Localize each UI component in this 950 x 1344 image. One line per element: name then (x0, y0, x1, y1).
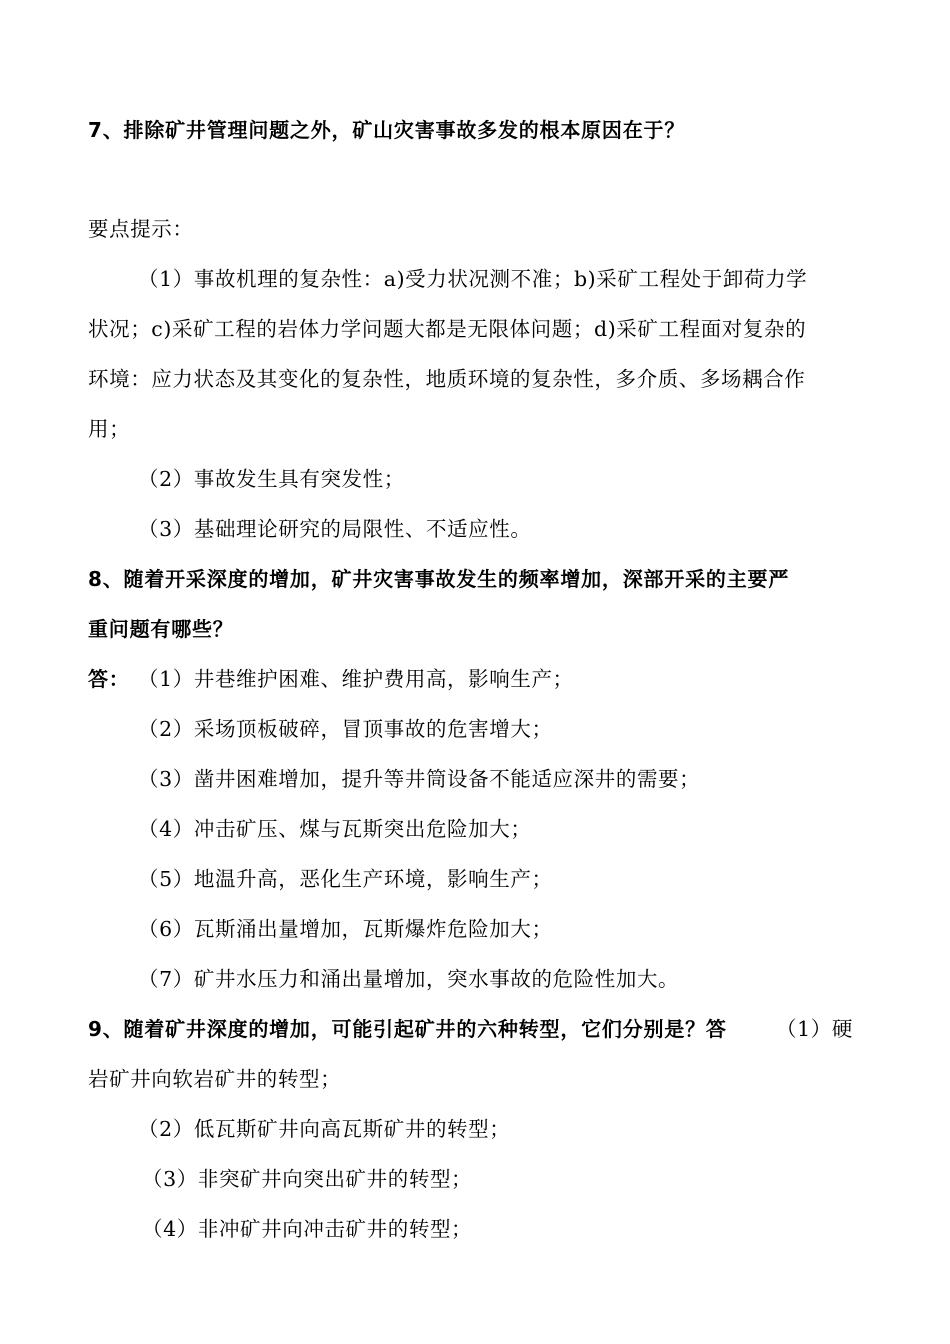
q8-item-3: （3）凿井困难增加，提升等井筒设备不能适应深井的需要； (138, 767, 701, 791)
question-8-title-line-2: 重问题有哪些？ (88, 617, 234, 641)
q8-item-5: （5）地温升高，恶化生产环境，影响生产； (138, 867, 553, 891)
q8-item-4: （4）冲击矿压、煤与瓦斯突出危险加大； (138, 817, 532, 841)
q7-point-1-line-2: 状况；c)采矿工程的岩体力学问题大都是无限体问题；d)采矿工程面对复杂的 (88, 317, 807, 341)
q9-item-1-start: （1）硬 (776, 1017, 853, 1041)
q7-point-1-line-1: （1）事故机理的复杂性：a)受力状况测不准；b)采矿工程处于卸荷力学 (138, 267, 808, 291)
q8-item-6: （6）瓦斯涌出量增加，瓦斯爆炸危险加大； (138, 917, 553, 941)
question-7-title: 7、排除矿井管理问题之外，矿山灾害事故多发的根本原因在于？ (88, 118, 686, 142)
q9-item-3: （3）非突矿井向突出矿井的转型； (142, 1167, 473, 1191)
q9-item-2: （2）低瓦斯矿井向高瓦斯矿井的转型； (138, 1117, 511, 1141)
q8-item-2: （2）采场顶板破碎，冒顶事故的危害增大； (138, 717, 553, 741)
question-8-title-line-1: 8、随着开采深度的增加，矿井灾害事故发生的频率增加，深部开采的主要严 (88, 567, 790, 591)
q7-point-1-line-4: 用； (88, 417, 131, 441)
question-9-title: 9、随着矿井深度的增加，可能引起矿井的六种转型，它们分别是？答 (88, 1017, 727, 1041)
q9-item-4: （4）非冲矿井向冲击矿井的转型； (142, 1217, 473, 1241)
q8-item-7: （7）矿井水压力和涌出量增加，突水事故的危险性加大。 (138, 967, 680, 991)
q8-item-1: （1）井巷维护困难、维护费用高，影响生产； (138, 667, 574, 691)
q9-item-1-end: 岩矿井向软岩矿井的转型； (88, 1067, 342, 1091)
q7-point-1-line-3: 环境：应力状态及其变化的复杂性，地质环境的复杂性，多介质、多场耦合作 (88, 367, 806, 391)
q7-point-3: （3）基础理论研究的局限性、不适应性。 (138, 517, 532, 541)
hint-label: 要点提示： (88, 217, 194, 241)
answer-label: 答： (88, 667, 130, 691)
q7-point-2: （2）事故发生具有突发性； (138, 467, 405, 491)
